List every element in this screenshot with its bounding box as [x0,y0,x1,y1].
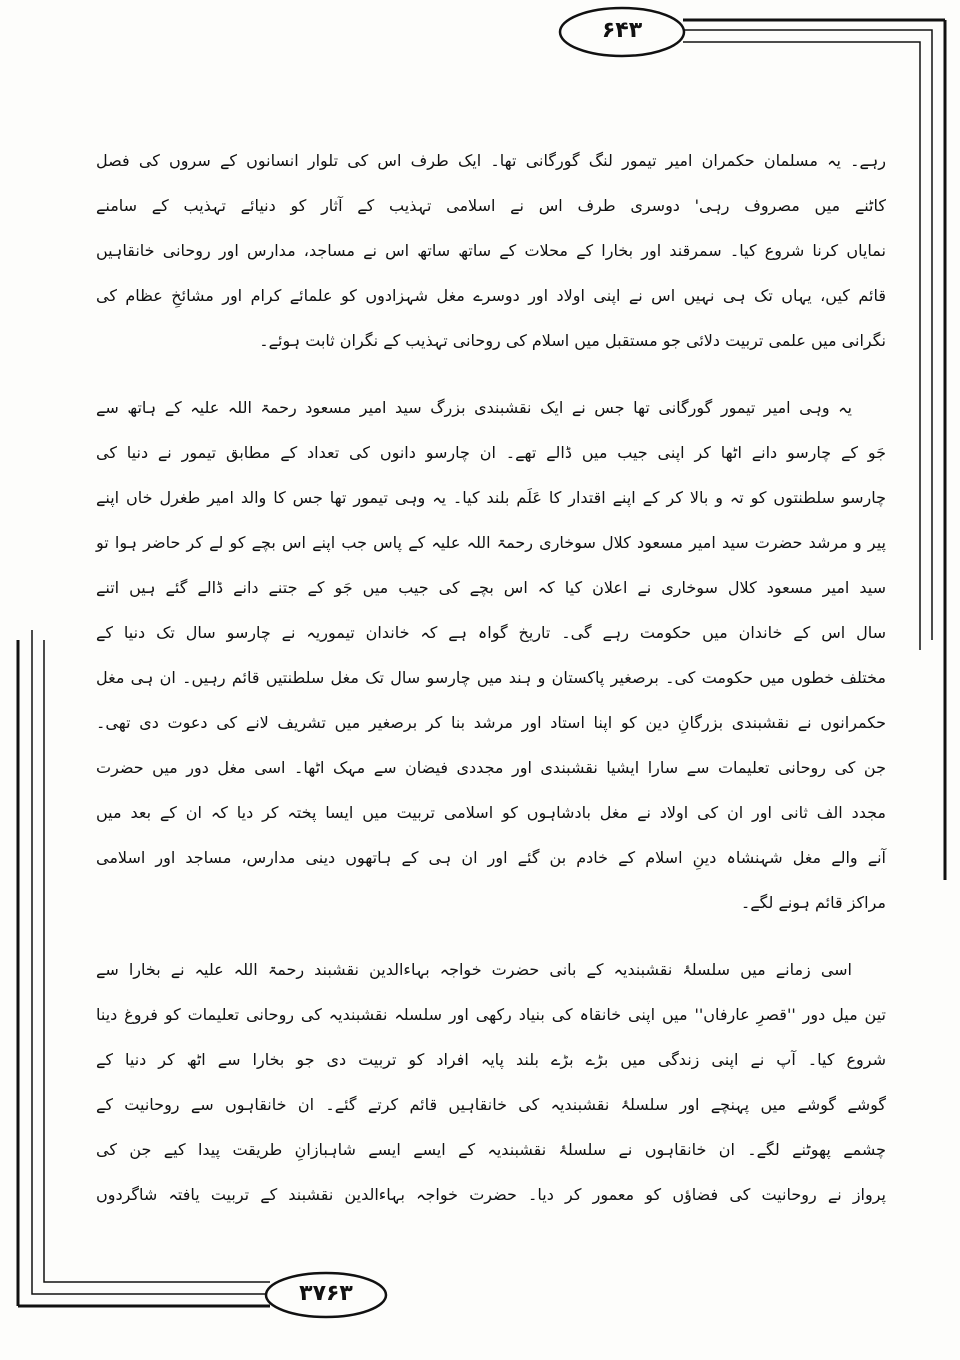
text-line: آنے والے مغل شہنشاہ دینِ اسلام کے خادم بن گئے اور ان ہی کے ہاتھوں دینی مدارس، مساجد اور اسلامی [96,848,886,867]
text-line: مجدد الف ثانی اور ان کی اولاد نے مغل بادشاہوں کو اسلامی تربیت میں ایسا پختہ کر دیا کہ ان کے بعد میں [96,803,886,822]
body-text [96,138,886,1217]
paragraph-gap [96,925,886,947]
text-line: سال اس کے خاندان میں حکومت رہے گی۔ تاریخ گواہ ہے کہ خاندان تیموریہ نے چارسو سال تک دنیا کے [96,623,886,642]
text-line: قائم کیں، یہاں تک ہی نہیں اس نے اپنی اولاد اور دوسرے مغل شہزادوں کو علمائے کرام اور مشائخِ عظام کی [96,286,886,305]
text-line: مراکز قائم ہونے لگے۔ [740,893,886,912]
text-line: پیر و مرشد حضرت سید امیر مسعود کلال سوخاری رحمۃ اللہ علیہ کے پاس جب اپنے اس بچے کو لے کر حاضر ہوا تو [96,533,886,552]
text-line: یہ وہی امیر تیمور گورگانی تھا جس نے ایک نقشبندی بزرگ سید امیر مسعود رحمۃ اللہ علیہ کے ہاتھ سے [96,398,852,417]
paragraph-gap [96,363,886,385]
text-line: رہے۔ یہ مسلمان حکمران امیر تیمور لنگ گورگانی تھا۔ ایک طرف اس کی تلوار انسانوں کے سروں کی فصل [96,151,886,170]
text-line: اسی زمانے میں سلسلۂ نقشبندیہ کے بانی حضرت خواجہ بہاءالدین نقشبند رحمۃ اللہ علیہ نے بخارا سے [96,960,852,979]
text-line: نگرانی میں علمی تربیت دلائی جو مستقبل میں اسلام کی روحانی تہذیب کے نگران ثابت ہوئے۔ [259,331,886,350]
paragraph [96,138,886,363]
page-number-top: ۶۴۳ [601,18,643,43]
text-line: مختلف خطوں میں حکومت کی۔ برصغیر پاکستان و ہند میں چارسو سال تک مغل سلطنتیں قائم رہیں۔ ان ہی مغل [96,668,886,687]
text-line: کاٹنے میں مصروف رہی' دوسری طرف اس نے اسلامی تہذیب کے آثار کو دنیائے تہذیب کے سامنے [96,196,886,215]
text-line: چارسو سلطنتوں کو تہ و بالا کر کے اپنے اقتدار کا عَلَم بلند کیا۔ یہ وہی تیمور تھا جس کا والد امیر طغرل خاں اپنے [96,488,886,507]
text-line: حکمرانوں نے نقشبندی بزرگانِ دین کو اپنا استاد اور مرشد بنا کر برصغیر میں تشریف لانے کی دعوت دی تھی۔ [96,713,886,732]
text-line: چشمے پھوٹنے لگے۔ ان خانقاہوں نے سلسلۂ نقشبندیہ کے ایسے ایسے شاہبازانِ طریقت پیدا کیے جن کی [96,1140,886,1159]
text-line: شروع کیا۔ آپ نے اپنی زندگی میں بڑے بڑے بلند پایہ افراد کو تربیت دی جو بخارا سے اٹھ کر دنیا کے [96,1050,886,1069]
text-line: تین میل دور ''قصرِ عارفاں'' میں اپنی خانقاہ کی بنیاد رکھی اور سلسلہ نقشبندیہ کی روحانی تعلیمات کو فروغ دینا [96,1005,886,1024]
text-line: جن کی روحانی تعلیمات سے سارا ایشیا نقشبندی اور مجددی فیضان سے مہک اٹھا۔ اسی مغل دور میں حضرت [96,758,886,777]
text-line: نمایاں کرنا شروع کیا۔ سمرقند اور بخارا کے محلات کے ساتھ ساتھ اس نے مساجد، مدارس اور روحانی خانقاہیں [96,241,886,260]
text-line: گوشے گوشے میں پہنچے اور سلسلۂ نقشبندیہ کی خانقاہیں قائم کرتے گئے۔ ان خانقاہوں سے روحانیت کے [96,1095,886,1114]
text-line: جَو کے چارسو دانے اٹھا کر اپنی جیب میں ڈالے تھے۔ ان چارسو دانوں کی تعداد کے مطابق تیمور نے دنیا کی [96,443,887,462]
text-line: پرواز نے روحانیت کی فضاؤں کو معمور کر دیا۔ حضرت خواجہ بہاءالدین نقشبند کے تربیت یافتہ شاگردوں [96,1185,886,1204]
page-number-bottom: ۳۷۶۳ [299,1281,353,1306]
text-line: سید امیر مسعود کلال سوخاری نے اعلان کیا کہ اس بچے کی جیب میں جَو کے جتنے دانے ڈالے گئے ہیں اتنے [96,578,886,597]
paragraph [96,947,886,1217]
paragraph [96,385,886,925]
